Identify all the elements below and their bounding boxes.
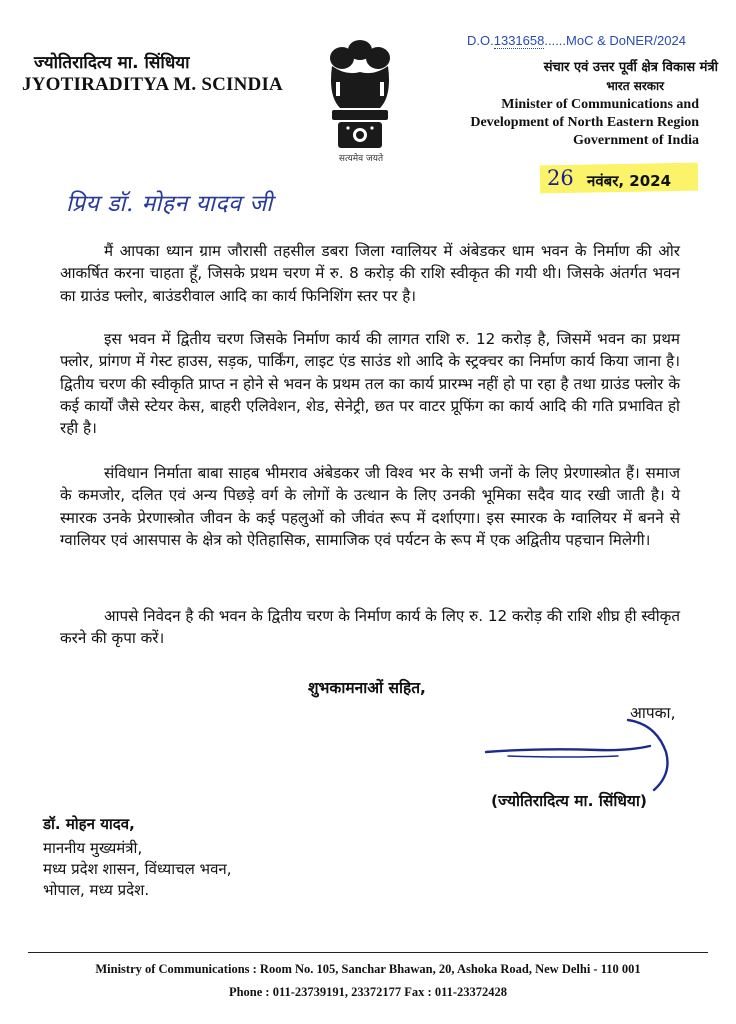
body-paragraph-3: संविधान निर्माता बाबा साहब भीमराव अंबेडकर जी विश्व भर के सभी जनों के लिए प्रेरणास्त्रोत हैं। समाज के कमजोर, दलित एवं अन्य पिछड़े वर्ग के लोगों के उत्थान के लिए उनकी भूमिका सदैव याद रखी जाती है। ये स्मारक उनके प्रेरणास्त्रोत जीवन के कई पहलुओं को जीवंत रूप में दर्शाएगा। इस स्मारक के ग्वालियर में बनने से ग्वालियर एवं आसपास के क्षेत्र को ऐतिहासिक, सामाजिक एवं पर्यटन के रूप में एक अद्वितीय पहचान मिलेगी। — [60, 464, 680, 549]
closing-yours: आपका, — [630, 704, 676, 722]
date-day: 26 — [547, 166, 574, 190]
footer-divider — [28, 952, 708, 953]
office-gov-hindi: भारत सरकार — [606, 79, 664, 93]
do-dots: ...... — [544, 33, 567, 48]
office-title-english — [428, 96, 699, 150]
office-line-2: Development of North Eastern Region — [470, 115, 699, 130]
state-emblem-icon — [318, 36, 402, 168]
sender-name-english: JYOTIRADITYA M. SCINDIA — [22, 74, 283, 95]
do-reference — [467, 33, 686, 49]
body-paragraph-1: मैं आपका ध्यान ग्राम जौरासी तहसील डबरा जिला ग्वालियर में अंबेडकर धाम भवन के निर्माण की ओर आकर्षित करना चाहता हूँ, जिसके प्रथम चरण में रु. 8 करोड़ की राशि स्वीकृत की गयी थी। जिसके अंतर्गत भवन का ग्राउंड फ्लोर, बाउंडरीवाल आदि का कार्य फिनिशिंग स्तर पर है। — [60, 242, 680, 305]
addressee-line-2: मध्य प्रदेश शासन, विंध्याचल भवन, — [43, 860, 232, 878]
do-number: 1331658 — [493, 33, 545, 48]
do-prefix: D.O. — [467, 33, 494, 48]
body-paragraph-2: इस भवन में द्वितीय चरण जिसके निर्माण कार्य की लागत राशि रु. 12 करोड़ है, जिसमें भवन का प्रथम फ्लोर, प्रांगण में गेस्ट हाउस, सड़क, पार्किंग, लाइट एंड साउंड शो आदि के स्ट्रक्चर का निर्माण कार्य किया जाना है। द्वितीय चरण की स्वीकृति प्राप्त न होने से भवन के प्रथम तल का कार्य प्रारम्भ नहीं हो पा रहा है तथा ग्राउंड फ्लोर के कई कार्यों जैसे स्टेयर केस, बाहरी एलिवेशन, शेड, सेनेट्री, छत पर वाटर प्रूफिंग का कार्य आदि की गति प्रभावित हो रही है। — [60, 330, 680, 438]
salutation: प्रिय डॉ. मोहन यादव जी — [66, 191, 273, 217]
addressee-line-1: माननीय मुख्यमंत्री, — [43, 839, 143, 857]
office-line-1: Minister of Communications and — [501, 97, 699, 112]
signer-name: (ज्योतिरादित्य मा. सिंधिया) — [491, 792, 647, 810]
closing-greeting: शुभकामनाओं सहित, — [308, 679, 426, 697]
office-line-3: Government of India — [573, 133, 699, 148]
footer-phones: Phone : 011-23739191, 23372177 Fax : 011-23372428 — [228, 985, 508, 999]
sender-name-hindi: ज्योतिरादित्य मा. सिंधिया — [34, 53, 190, 73]
do-suffix: MoC & DoNER/2024 — [566, 33, 686, 48]
body-paragraph-4: आपसे निवेदन है की भवन के द्वितीय चरण के निर्माण कार्य के लिए रु. 12 करोड़ की राशि शीघ्र ही स्वीकृत करने की कृपा करें। — [60, 607, 680, 648]
addressee-line-3: भोपाल, मध्य प्रदेश. — [43, 881, 150, 899]
date-month-year: नवंबर, 2024 — [587, 172, 672, 190]
emblem-motto: सत्यमेव जयते — [338, 154, 384, 164]
signature-icon — [478, 712, 688, 798]
footer-address: Ministry of Communications : Room No. 105, Sanchar Bhawan, 20, Ashoka Road, New Delhi - 110 001 — [95, 962, 641, 976]
office-title-hindi: संचार एवं उत्तर पूर्वी क्षेत्र विकास मंत्री — [543, 60, 718, 75]
addressee-name: डॉ. मोहन यादव, — [43, 815, 135, 833]
